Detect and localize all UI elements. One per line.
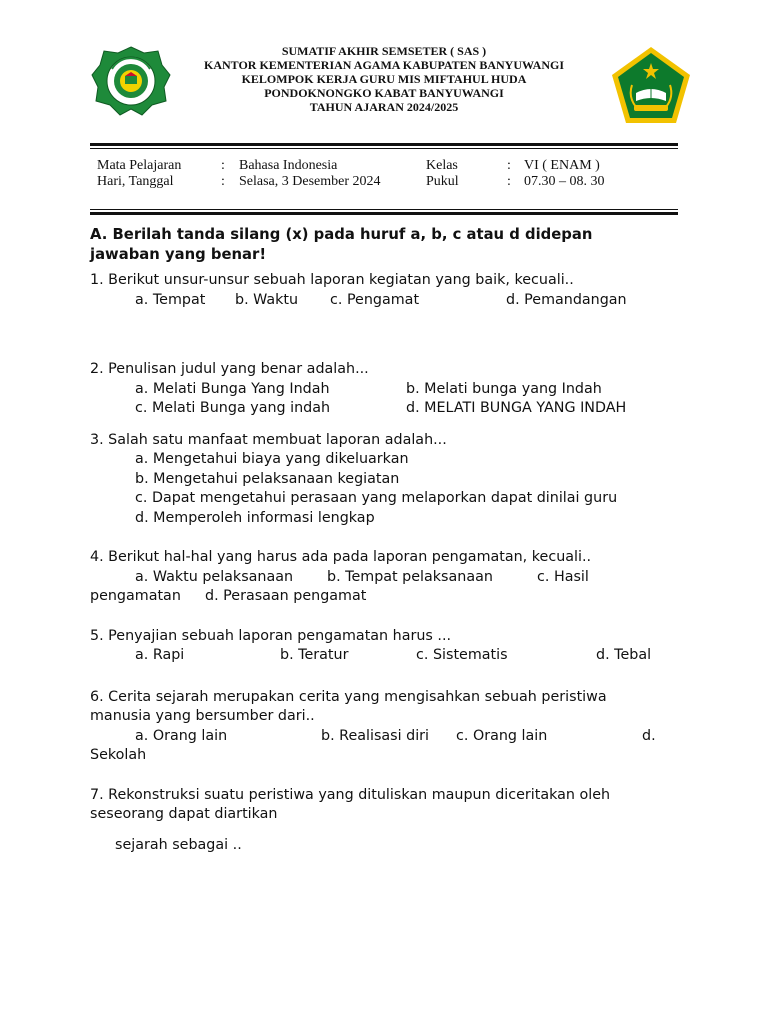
option-d-continued: Sekolah <box>90 747 147 763</box>
option-a: a. Waktu pelaksanaan <box>135 568 294 585</box>
option-a: a. Mengetahui biaya yang dikeluarkan <box>135 451 409 467</box>
instruction-line: jawaban yang benar! <box>90 246 267 263</box>
question-text: 2. Penulisan judul yang benar adalah... <box>90 361 369 377</box>
question-text: 1. Berikut unsur-unsur sebuah laporan kegiatan yang baik, kecuali.. <box>90 272 574 288</box>
instruction <box>90 225 680 265</box>
header-address: PONDOKNONGKO KABAT BANYUWANGI <box>264 86 504 100</box>
question-text: 5. Penyajian sebuah laporan pengamatan harus ... <box>90 627 452 644</box>
question-5 <box>90 627 680 666</box>
option-a: a. Rapi <box>135 647 185 663</box>
header-office: KANTOR KEMENTERIAN AGAMA KABUPATEN BANYUWANGI <box>203 58 565 72</box>
question-4 <box>90 548 680 607</box>
option-c: c. Melati Bunga yang indah <box>135 400 331 416</box>
section-a <box>90 225 680 855</box>
time-value: 07.30 – 08. 30 <box>524 174 605 189</box>
option-b: b. Tempat pelaksanaan <box>327 568 493 585</box>
question-text: sejarah sebagai .. <box>115 836 242 853</box>
option-a: a. Orang lain <box>135 727 228 744</box>
header-exam-title: SUMATIF AKHIR SEMSETER ( SAS ) <box>281 44 487 58</box>
bottom-rule-thin <box>90 209 678 210</box>
option-b: b. Waktu <box>235 291 299 308</box>
subject-label: Mata Pelajaran <box>97 158 182 173</box>
question-1 <box>90 271 680 310</box>
top-rule-thin <box>90 148 678 149</box>
class-label: Kelas <box>426 158 458 173</box>
option-a: a. Tempat <box>135 291 206 308</box>
question-6 <box>90 688 680 766</box>
question-text: 7. Rekonstruksi suatu peristiwa yang dituliskan maupun diceritakan oleh <box>90 786 611 803</box>
header-academic-year: TAHUN AJARAN 2024/2025 <box>309 100 459 114</box>
option-b: b. Mengetahui pelaksanaan kegiatan <box>135 470 400 487</box>
question-3 <box>90 431 680 529</box>
question-text: 6. Cerita sejarah merupakan cerita yang mengisahkan sebuah peristiwa <box>90 688 607 705</box>
option-c: c. Hasil <box>537 568 589 585</box>
question-2 <box>90 360 680 419</box>
top-rule-thick <box>90 143 678 146</box>
option-c-continued: pengamatan <box>90 588 181 604</box>
option-d: d. Memperoleh informasi lengkap <box>135 509 375 526</box>
separator: : <box>507 174 511 189</box>
question-text: 3. Salah satu manfaat membuat laporan adalah... <box>90 431 447 448</box>
question-text: 4. Berikut hal-hal yang harus ada pada laporan pengamatan, kecuali.. <box>90 549 592 565</box>
option-d: d. Tebal <box>596 647 652 663</box>
subject-value: Bahasa Indonesia <box>239 158 338 173</box>
option-c: c. Sistematis <box>416 647 508 663</box>
option-c: c. Pengamat <box>330 291 420 308</box>
option-b: b. Realisasi diri <box>321 727 430 744</box>
time-label: Pukul <box>426 174 459 189</box>
option-b: b. Teratur <box>280 647 349 663</box>
separator: : <box>507 158 511 173</box>
option-c: c. Dapat mengetahui perasaan yang melaporkan dapat dinilai guru <box>135 490 618 506</box>
separator: : <box>221 174 225 189</box>
option-d: d. Pemandangan <box>506 291 627 308</box>
instruction-line: A. Berilah tanda silang (x) pada huruf a, b, c atau d didepan <box>90 226 593 243</box>
question-7 <box>90 786 680 856</box>
option-c: c. Orang lain <box>456 727 548 744</box>
document-header <box>0 44 768 114</box>
option-d: d. <box>642 727 656 744</box>
header-group: KELOMPOK KERJA GURU MIS MIFTAHUL HUDA <box>241 72 527 86</box>
option-d: d. MELATI BUNGA YANG INDAH <box>406 400 627 416</box>
option-b: b. Melati bunga yang Indah <box>406 380 602 397</box>
class-value: VI ( ENAM ) <box>524 158 600 173</box>
option-a: a. Melati Bunga Yang Indah <box>135 380 330 397</box>
question-text: seseorang dapat diartikan <box>90 806 278 822</box>
separator: : <box>221 158 225 173</box>
exam-info <box>97 158 697 190</box>
option-d: d. Perasaan pengamat <box>205 588 367 604</box>
bottom-rule-thick <box>90 212 678 215</box>
date-label: Hari, Tanggal <box>97 174 174 189</box>
date-value: Selasa, 3 Desember 2024 <box>239 174 381 189</box>
question-text: manusia yang bersumber dari.. <box>90 708 315 724</box>
